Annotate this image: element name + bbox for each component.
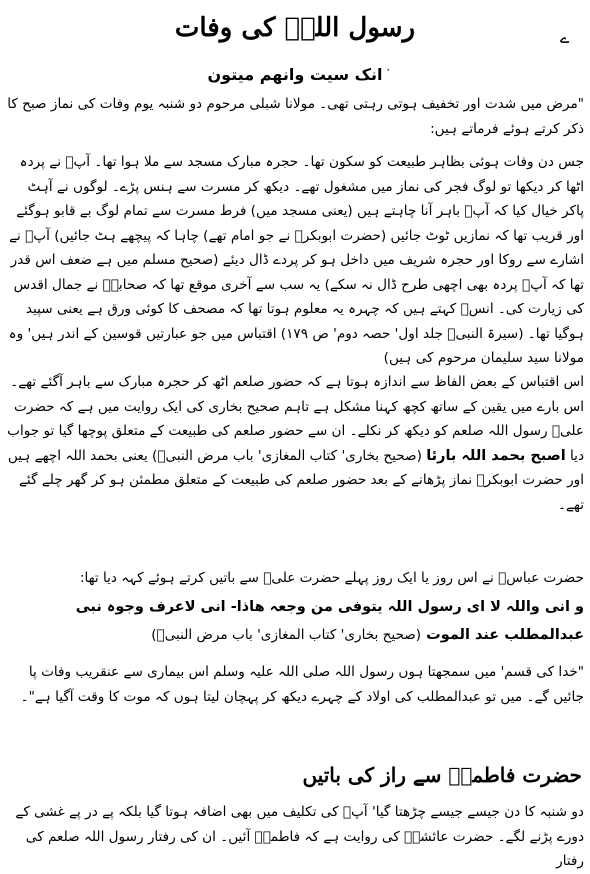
section-heading-fatima: حضرت فاطمہؓ سے راز کی باتیں bbox=[302, 763, 582, 787]
subheading-ornament: ۰ bbox=[385, 62, 392, 76]
quote-text: جس دن وفات ہوئی بظاہر طبیعت کو سکون تھا۔ حجرہ مبارک مسجد سے ملا ہوا تھا۔ آپؐ نے پردہ اٹھا کر دیکھا تو لوگ فجر کی نماز میں مشغول تھے۔ دیکھ کر مسرت سے ہنس پڑے۔ لوگوں نے آہٹ پاکر خیال کیا کہ آپؐ باہر آنا چاہتے ہیں (یعنی مسجد میں) فرط مسرت سے تمام لوگ بے قابو ہوگئے اور قریب تھا کہ نمازیں ٹوٹ جائیں (حضرت ابوبکرؓ نے جو امام تھے) چاہا کہ پیچھے ہٹ جائیں) آپؐ نے اشارے سے روکا اور حجرہ شریف میں داخل ہو کر پردے ڈال دیئے (صحیح مسلم میں ہے ضعف اس قدر تھا کہ آپؐ پردہ بھی اچھی طرح ڈال نہ سکے) یہ سب سے آخری موقع تھا کہ صحابہؓ نے جمال اقدس کی زیارت کی۔ انسؓ کہتے ہیں کہ چہرہ یہ معلوم ہوتا تھا کہ مصحف کا کوئی ورق ہے یعنی سپید ہوگیا تھا۔ (سیرۃ النبیؐ جلد اول' حصہ دوم' ص ۱۷۹) اقتباس میں جو عبارتیں قوسین کے اندر ہیں' وہ مولانا سید سلیمان مرحوم کی ہیں) bbox=[8, 154, 584, 366]
subheading-quran-verse: انک سیت وانھم میتون bbox=[207, 65, 383, 84]
quote-paragraph bbox=[6, 150, 584, 371]
intro-text: "مرض میں شدت اور تخفیف ہوتی رہتی تھی۔ مولانا شبلی مرحوم دو شنبہ یوم وفات کی نماز صبح کا ذکر کرتے ہوئے فرماتے ہیں: bbox=[7, 96, 584, 137]
final-text: دو شنبہ کا دن جیسے جیسے چڑھتا گیا' آپؐ کی تکلیف میں بھی اضافہ ہوتا گیا بلکہ پے در پے غشی کے دورے پڑنے لگے۔ حضرت عائشہؓ کی روایت ہے کہ فاطمہؓ آئیں۔ ان کی رفتار رسول اللہ صلعم کی رفتار bbox=[15, 804, 584, 869]
final-paragraph bbox=[6, 800, 584, 874]
abbas-translation bbox=[6, 660, 584, 709]
abbas-translation-text: "خدا کی قسم' میں سمجھتا ہوں رسول اللہ صلی اللہ علیہ وسلم اس بیماری سے عنقریب وفات پا جائیں گے۔ میں تو عبدالمطلب کی اولاد کے چہرے دیکھ کر پہچان لیتا ہوں کہ موت کا وقت آگیا ہے"۔ bbox=[20, 664, 584, 705]
abbas-arabic-line-2 bbox=[6, 622, 584, 648]
abbas-arabic-text: عبدالمطلب عند الموت bbox=[426, 627, 584, 643]
analysis-text-end: (صحیح بخاری' کتاب المغازی' باب مرض النبیؐ) یعنی بحمد اللہ اچھے ہیں اور حضرت ابوبکرؓ نماز پڑھانے کے بعد حضور صلعم کی طبیعت کے متعلق مطمئن ہو کر گھر چلے گئے تھے۔ bbox=[7, 447, 584, 513]
abbas-intro-text: حضرت عباسؓ نے اس روز یا ایک روز پہلے حضرت علیؓ سے باتیں کرتے ہوئے کہہ دیا تھا: bbox=[79, 570, 584, 586]
abbas-reference: (صحیح بخاری' کتاب المغازی' باب مرض النبیؐ) bbox=[151, 627, 422, 643]
analysis-text-start: اس اقتباس کے بعض الفاظ سے اندازہ ہوتا ہے کہ حضور صلعم اٹھ کر حجرہ مبارک سے باہر آگئے تھے۔ اس بارے میں یقین کے ساتھ کچھ کہنا مشکل ہے تاہم صحیح بخاری کی ایک روایت میں ہے کہ حضرت علیؓ رسول اللہ صلعم کو دیکھ کر نکلے۔ ان سے حضور صلعم کی طبیعت کے متعلق پوچھا گیا تو جواب دیا bbox=[7, 374, 584, 464]
intro-paragraph bbox=[6, 92, 584, 141]
abbas-intro bbox=[6, 566, 584, 591]
corner-mark: ے bbox=[560, 28, 570, 47]
analysis-paragraph bbox=[6, 370, 584, 517]
analysis-text bbox=[6, 370, 584, 517]
analysis-arabic: اصبح بحمد اللہ بارئا bbox=[426, 447, 566, 464]
page-title: رسول اللہؐ کی وفات bbox=[174, 13, 416, 43]
abbas-arabic-line-1: و انی واللہ لا ای رسول اللہ یتوفی من وجعہ ھاذا- انی لاعرف وجوہ نبی bbox=[75, 599, 584, 615]
